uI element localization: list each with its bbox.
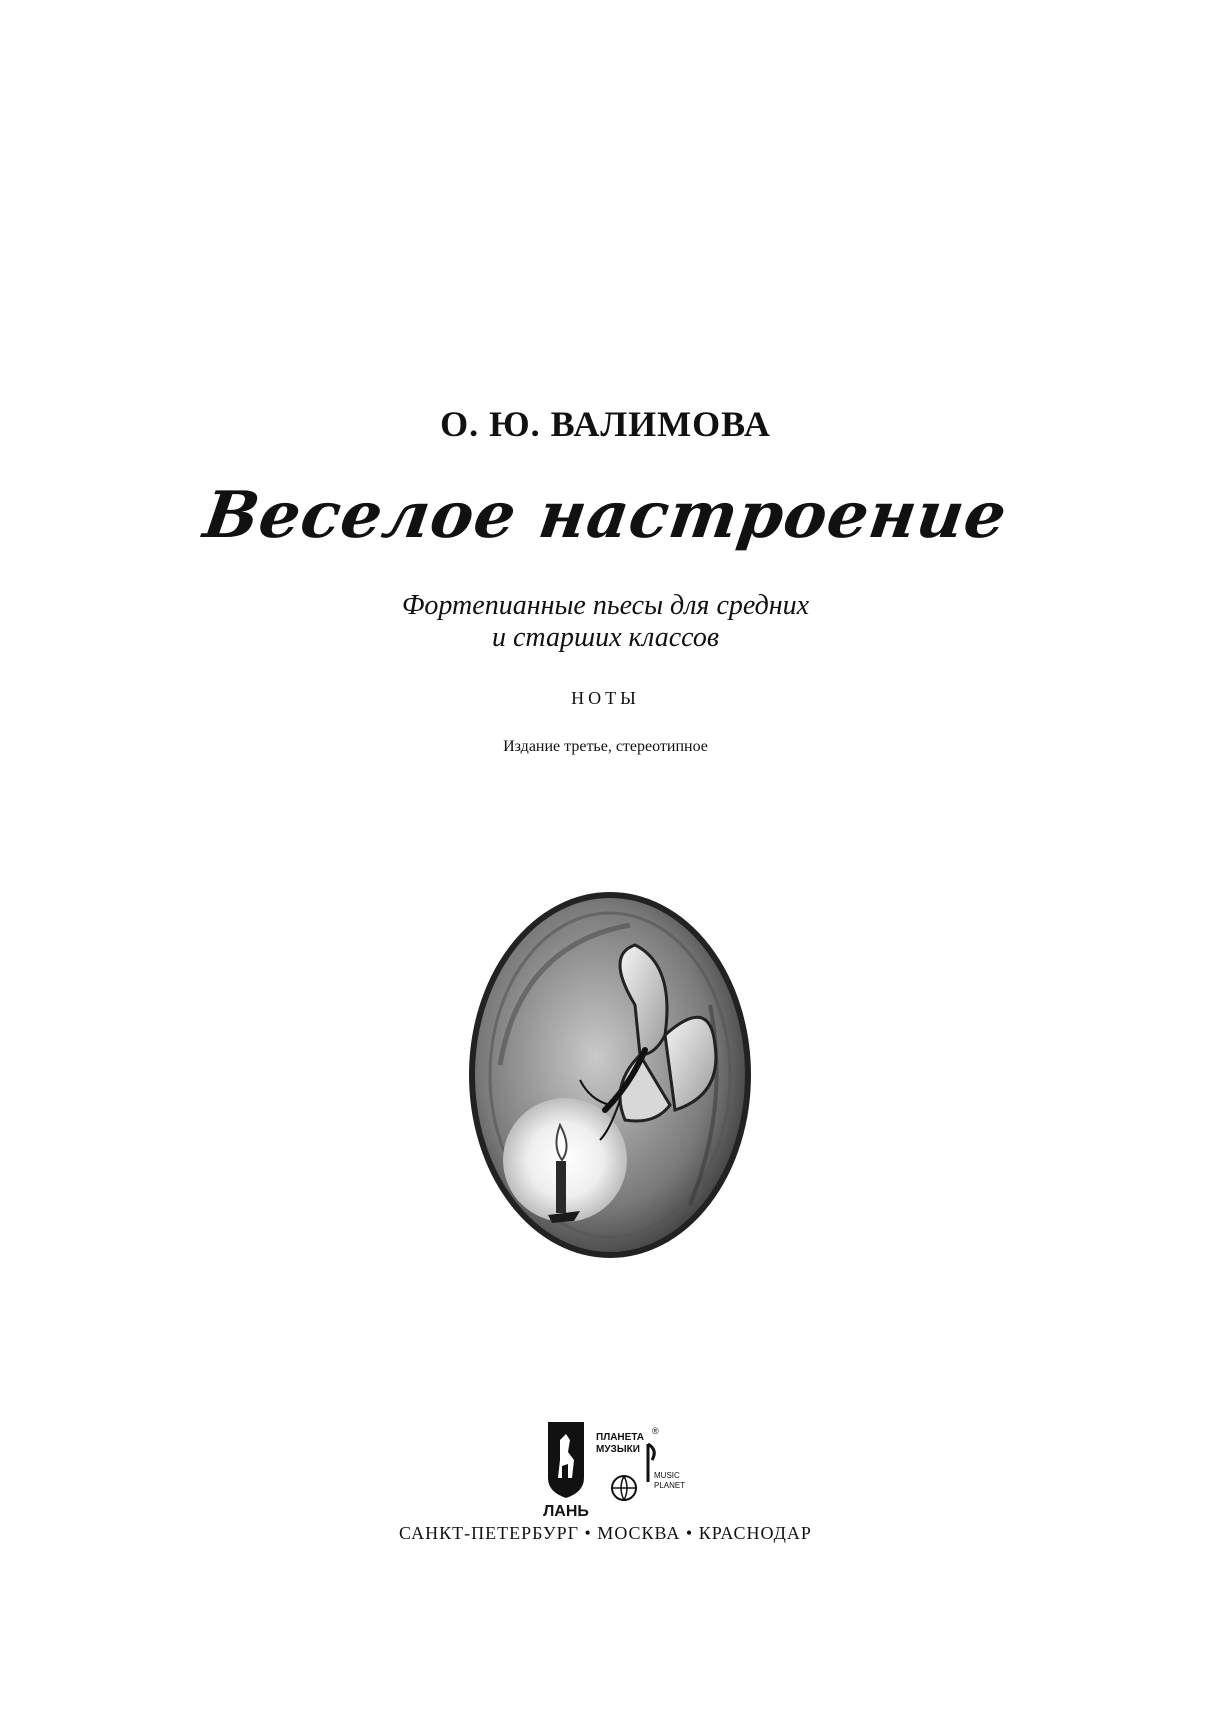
subtitle-line-2: и старших классов xyxy=(491,622,720,653)
planet-logo-line3: MUSIC xyxy=(654,1471,680,1480)
book-subtitle xyxy=(0,590,1211,654)
edition-note: Издание третье, стереотипное xyxy=(503,738,708,755)
registered-mark: ® xyxy=(652,1426,659,1436)
publisher-logos xyxy=(543,1420,698,1520)
genre-label: НОТЫ xyxy=(571,688,640,708)
author-name: О. Ю. ВАЛИМОВА xyxy=(440,404,771,444)
lan-logo-text: ЛАНЬ xyxy=(543,1503,589,1520)
planet-logo-line2: МУЗЫКИ xyxy=(596,1444,640,1455)
subtitle-line-1: Фортепианные пьесы для средних xyxy=(401,590,810,621)
planet-logo-line1: ПЛАНЕТА xyxy=(596,1432,645,1443)
publisher-cities: САНКТ-ПЕТЕРБУРГ • МОСКВА • КРАСНОДАР xyxy=(399,1523,812,1543)
candle-body xyxy=(556,1161,566,1213)
planet-logo-line4: PLANET xyxy=(654,1481,686,1490)
lan-logo xyxy=(543,1422,589,1520)
book-title: Веселое настроение xyxy=(199,478,1012,553)
planet-music-logo xyxy=(596,1426,685,1500)
butterfly-candle-illustration xyxy=(460,885,760,1265)
